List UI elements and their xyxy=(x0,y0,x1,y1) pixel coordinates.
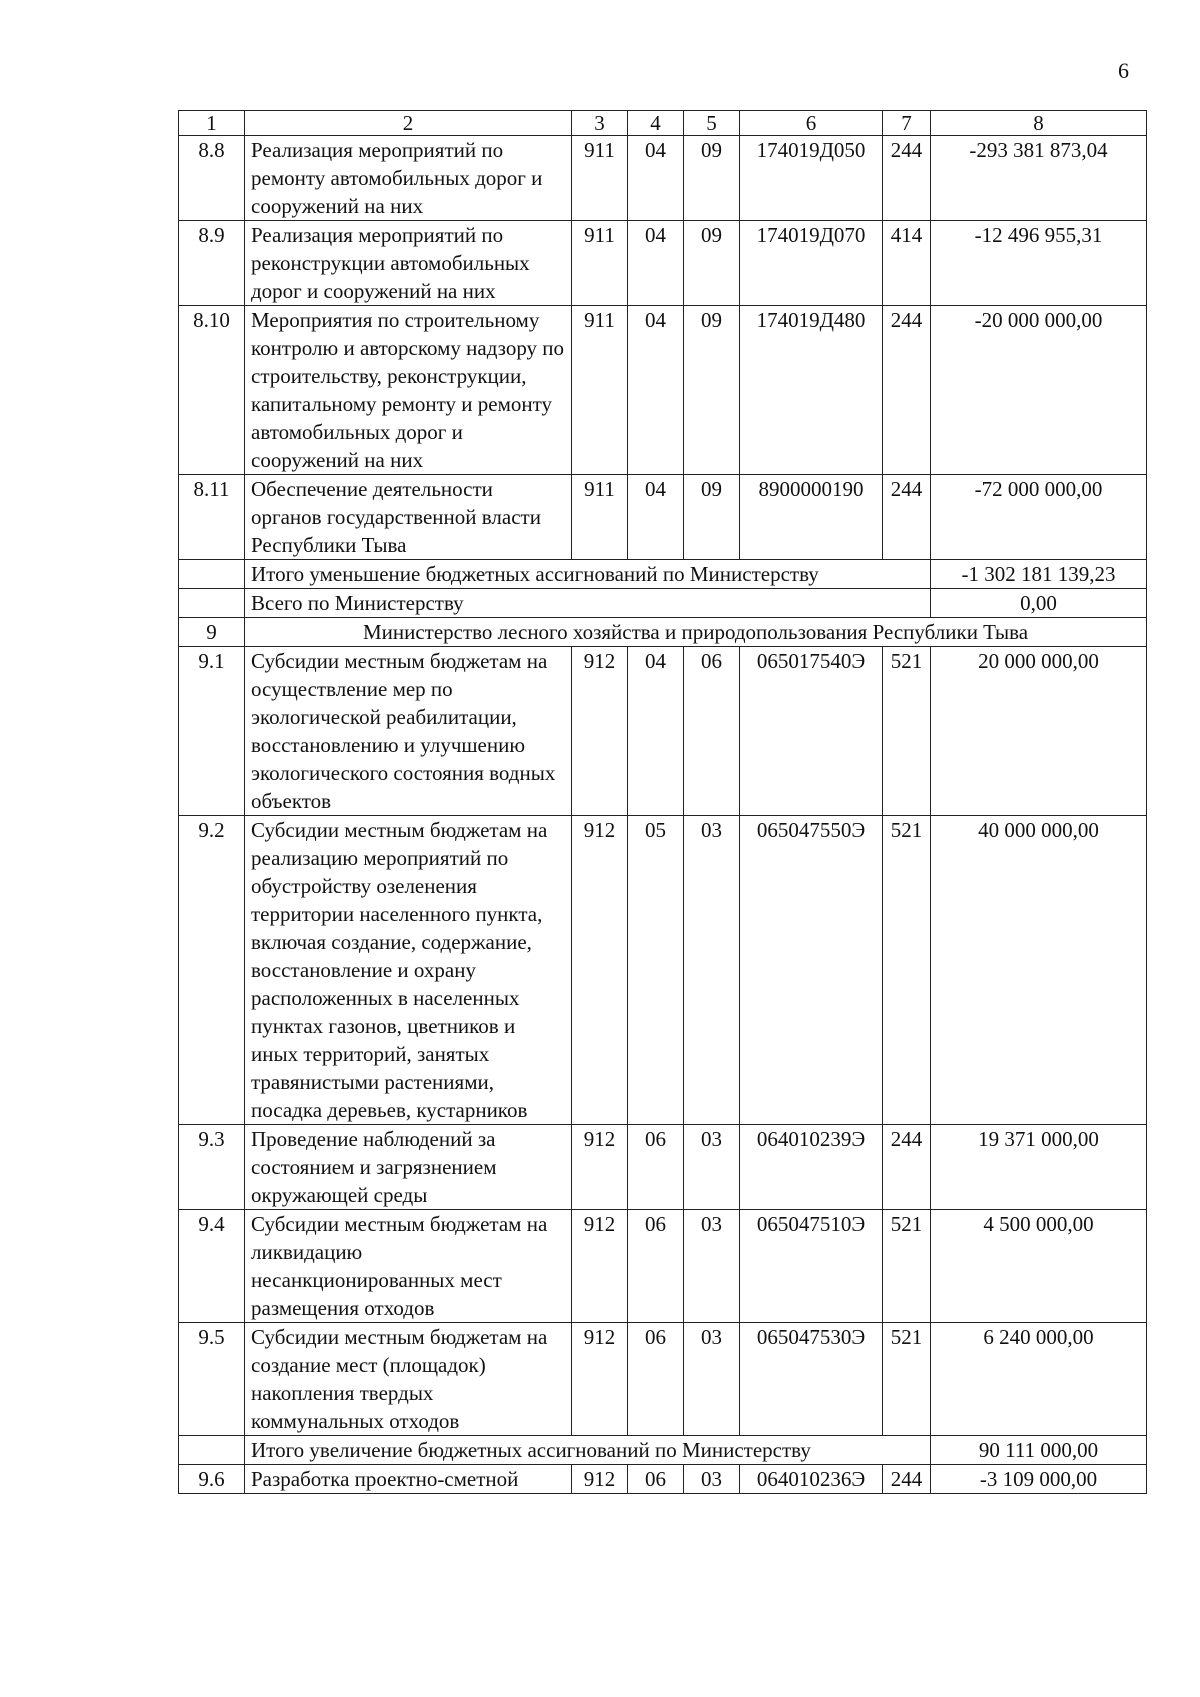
code-cell: 244 xyxy=(883,475,931,560)
code-cell: 244 xyxy=(883,1465,931,1494)
code-cell: 911 xyxy=(572,221,628,306)
row-number-cell: 8.10 xyxy=(179,306,245,475)
table-row xyxy=(179,1465,1147,1494)
total-label: Итого увеличение бюджетных ассигнований по Министерству xyxy=(245,1436,931,1465)
code-cell: 065047550Э xyxy=(740,816,883,1125)
row-number-cell: 8.11 xyxy=(179,475,245,560)
code-cell: 09 xyxy=(684,221,740,306)
code-cell: 521 xyxy=(883,647,931,816)
header-cell: 8 xyxy=(931,111,1147,136)
table-row xyxy=(179,221,1147,306)
empty-cell xyxy=(179,589,245,618)
ministry-row xyxy=(179,618,1147,647)
code-cell: 03 xyxy=(684,816,740,1125)
row-name-cell: Обеспечение деятельности органов государственной власти Республики Тыва xyxy=(245,475,572,560)
amount-cell: -3 109 000,00 xyxy=(931,1465,1147,1494)
empty-cell xyxy=(179,560,245,589)
ministry-number: 9 xyxy=(179,618,245,647)
code-cell: 06 xyxy=(684,647,740,816)
code-cell: 912 xyxy=(572,1210,628,1323)
table-row xyxy=(179,1210,1147,1323)
code-cell: 09 xyxy=(684,306,740,475)
code-cell: 912 xyxy=(572,816,628,1125)
code-cell: 912 xyxy=(572,1125,628,1210)
header-cell: 5 xyxy=(684,111,740,136)
row-name-cell: Реализация мероприятий по реконструкции автомобильных дорог и сооружений на них xyxy=(245,221,572,306)
header-row xyxy=(179,111,1147,136)
row-name-cell: Разработка проектно-сметной xyxy=(245,1465,572,1494)
row-number-cell: 9.3 xyxy=(179,1125,245,1210)
table-row xyxy=(179,1125,1147,1210)
header-cell: 6 xyxy=(740,111,883,136)
amount-cell: -20 000 000,00 xyxy=(931,306,1147,475)
total-label: Всего по Министерству xyxy=(245,589,931,618)
ministry-title: Министерство лесного хозяйства и природопользования Республики Тыва xyxy=(245,618,1147,647)
code-cell: 521 xyxy=(883,1323,931,1436)
amount-cell: -72 000 000,00 xyxy=(931,475,1147,560)
total-value: 90 111 000,00 xyxy=(931,1436,1147,1465)
code-cell: 03 xyxy=(684,1465,740,1494)
budget-table xyxy=(178,110,1147,1494)
row-name-cell: Проведение наблюдений за состоянием и загрязнением окружающей среды xyxy=(245,1125,572,1210)
code-cell: 04 xyxy=(628,136,684,221)
total-increase-row xyxy=(179,1436,1147,1465)
row-name-cell: Субсидии местным бюджетам на реализацию мероприятий по обустройству озеленения территории населенного пункта, включая создание, содержание, восстановление и охрану расположенных в населенных пунктах газонов, цветников и иных территорий, занятых травянистыми растениями, посадка деревьев, кустарников xyxy=(245,816,572,1125)
row-number-cell: 8.8 xyxy=(179,136,245,221)
row-number-cell: 9.1 xyxy=(179,647,245,816)
table-row xyxy=(179,1323,1147,1436)
row-name-cell: Субсидии местным бюджетам на осуществление мер по экологической реабилитации, восстановлению и улучшению экологического состояния водных объектов xyxy=(245,647,572,816)
code-cell: 8900000190 xyxy=(740,475,883,560)
code-cell: 064010236Э xyxy=(740,1465,883,1494)
grand-total-row xyxy=(179,589,1147,618)
amount-cell: -293 381 873,04 xyxy=(931,136,1147,221)
amount-cell: 19 371 000,00 xyxy=(931,1125,1147,1210)
row-number-cell: 8.9 xyxy=(179,221,245,306)
amount-cell: -12 496 955,31 xyxy=(931,221,1147,306)
code-cell: 03 xyxy=(684,1125,740,1210)
row-name-cell: Субсидии местным бюджетам на создание мест (площадок) накопления твердых коммунальных отходов xyxy=(245,1323,572,1436)
code-cell: 06 xyxy=(628,1210,684,1323)
code-cell: 912 xyxy=(572,647,628,816)
code-cell: 521 xyxy=(883,816,931,1125)
code-cell: 04 xyxy=(628,475,684,560)
code-cell: 912 xyxy=(572,1465,628,1494)
row-number-cell: 9.2 xyxy=(179,816,245,1125)
code-cell: 064010239Э xyxy=(740,1125,883,1210)
empty-cell xyxy=(179,1436,245,1465)
header-cell: 3 xyxy=(572,111,628,136)
row-name-cell: Субсидии местным бюджетам на ликвидацию несанкционированных мест размещения отходов xyxy=(245,1210,572,1323)
page-number: 6 xyxy=(1118,58,1129,83)
code-cell: 09 xyxy=(684,475,740,560)
code-cell: 174019Д070 xyxy=(740,221,883,306)
code-cell: 065047530Э xyxy=(740,1323,883,1436)
code-cell: 521 xyxy=(883,1210,931,1323)
code-cell: 06 xyxy=(628,1323,684,1436)
code-cell: 244 xyxy=(883,136,931,221)
code-cell: 04 xyxy=(628,647,684,816)
code-cell: 244 xyxy=(883,1125,931,1210)
code-cell: 03 xyxy=(684,1323,740,1436)
code-cell: 09 xyxy=(684,136,740,221)
code-cell: 911 xyxy=(572,306,628,475)
total-decrease-row xyxy=(179,560,1147,589)
code-cell: 04 xyxy=(628,221,684,306)
row-name-cell: Реализация мероприятий по ремонту автомобильных дорог и сооружений на них xyxy=(245,136,572,221)
code-cell: 911 xyxy=(572,475,628,560)
code-cell: 06 xyxy=(628,1465,684,1494)
code-cell: 06 xyxy=(628,1125,684,1210)
header-cell: 1 xyxy=(179,111,245,136)
table-row xyxy=(179,816,1147,1125)
code-cell: 065047510Э xyxy=(740,1210,883,1323)
amount-cell: 6 240 000,00 xyxy=(931,1323,1147,1436)
code-cell: 03 xyxy=(684,1210,740,1323)
code-cell: 174019Д480 xyxy=(740,306,883,475)
code-cell: 065017540Э xyxy=(740,647,883,816)
table-row xyxy=(179,306,1147,475)
code-cell: 04 xyxy=(628,306,684,475)
row-number-cell: 9.6 xyxy=(179,1465,245,1494)
total-value: -1 302 181 139,23 xyxy=(931,560,1147,589)
total-value: 0,00 xyxy=(931,589,1147,618)
total-label: Итого уменьшение бюджетных ассигнований по Министерству xyxy=(245,560,931,589)
code-cell: 912 xyxy=(572,1323,628,1436)
table-row xyxy=(179,136,1147,221)
code-cell: 414 xyxy=(883,221,931,306)
header-cell: 7 xyxy=(883,111,931,136)
row-number-cell: 9.5 xyxy=(179,1323,245,1436)
header-cell: 2 xyxy=(245,111,572,136)
row-name-cell: Мероприятия по строительному контролю и авторскому надзору по строительству, реконструкции, капитальному ремонту и ремонту автомобильных дорог и сооружений на них xyxy=(245,306,572,475)
code-cell: 911 xyxy=(572,136,628,221)
table-row xyxy=(179,475,1147,560)
code-cell: 174019Д050 xyxy=(740,136,883,221)
row-number-cell: 9.4 xyxy=(179,1210,245,1323)
amount-cell: 40 000 000,00 xyxy=(931,816,1147,1125)
code-cell: 244 xyxy=(883,306,931,475)
amount-cell: 4 500 000,00 xyxy=(931,1210,1147,1323)
code-cell: 05 xyxy=(628,816,684,1125)
table-row xyxy=(179,647,1147,816)
amount-cell: 20 000 000,00 xyxy=(931,647,1147,816)
header-cell: 4 xyxy=(628,111,684,136)
